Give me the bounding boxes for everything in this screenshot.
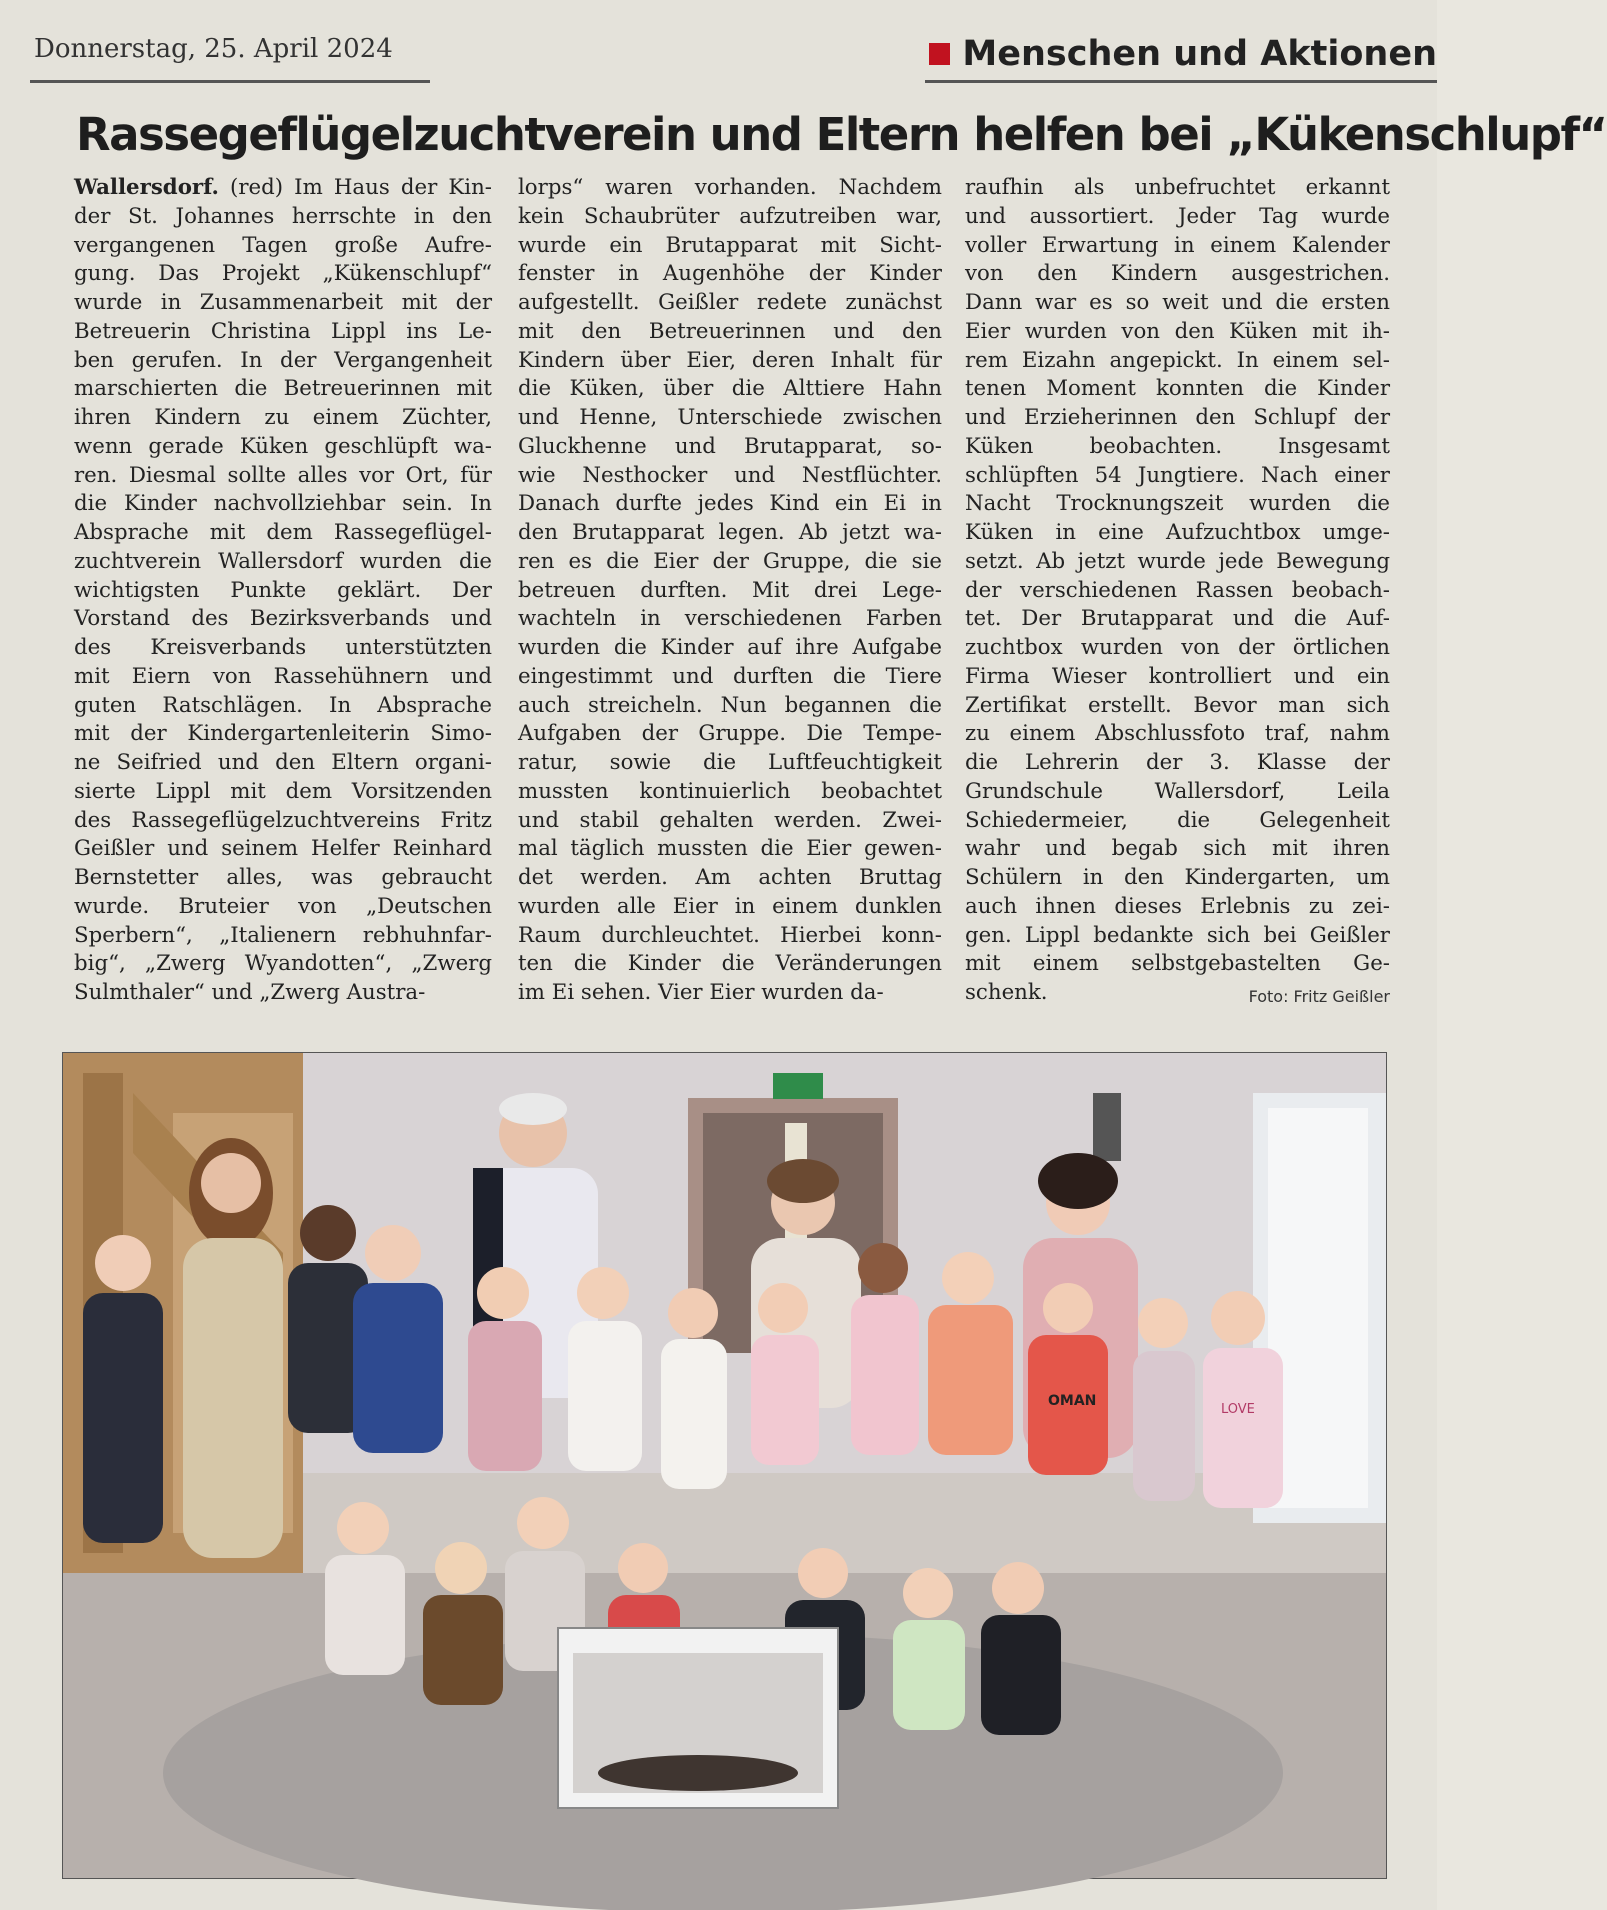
article-line: marschierten die Betreuerinnen mit [74,376,492,402]
article-line: gen. Lippl bedankte sich bei Geißler [965,922,1390,948]
article-line: Raum durchleuchtet. Hierbei konn- [518,922,942,948]
article-line: mit einem selbstgebastelten Ge- [965,951,1390,977]
article-line: voller Erwartung in einem Kalender [965,232,1390,258]
group-photo-illustration [63,1053,1386,1878]
article-line: im Ei sehen. Vier Eier wurden da- [518,980,884,1005]
article-line: mit der Kindergartenleiterin Simo- [74,721,492,747]
article-line: die Küken, über die Alttiere Hahn [518,376,942,402]
article-line: lorps“ waren vorhanden. Nachdem [518,175,942,200]
article-dateline: Wallersdorf. [74,175,219,200]
article-line: wurden die Kinder auf ihre Aufgabe [518,635,942,660]
article-line: ten die Kinder die Veränderungen [518,951,942,977]
article-line: ben gerufen. In der Vergangenheit [74,347,492,373]
article-line: aufgestellt. Geißler redete zunächst [518,290,942,315]
article-line: Küken beobachten. Insgesamt [965,433,1390,459]
article-line: mal täglich mussten die Eier gewen- [518,836,942,862]
article-line: wachteln in verschiedenen Farben [518,606,942,632]
article-line: Zertifikat erstellt. Bevor man sich [965,692,1390,718]
section-marker-icon [929,43,950,65]
article-line: ren es die Eier der Gruppe, die sie [518,548,942,574]
article-line: mit den Betreuerinnen und den [518,318,942,344]
article-line: die Kinder nachvollziehbar sein. In [74,491,492,517]
article-line: Küken in eine Aufzuchtbox umge- [965,520,1390,545]
section-title: Menschen und Aktionen [962,34,1437,74]
article-line: wurde. Bruteier von „Deutschen [74,893,492,919]
article-line: kein Schaubrüter aufzutreiben war, [518,203,942,229]
article-headline: Rassegeflügelzuchtverein und Eltern helfen bei „Kükenschlupf“ [76,108,1607,161]
article-line: wahr und begab sich mit ihren [965,836,1390,862]
article-line: gung. Das Projekt „Kükenschlupf“ [74,261,492,287]
article-line: der verschiedenen Rassen beobach- [965,577,1390,603]
article-line: Betreuerin Christina Lippl ins Le- [74,318,492,344]
article-line: wurde ein Brutapparat mit Sicht- [518,232,942,258]
article-line: die Lehrerin der 3. Klasse der [965,750,1390,775]
article-line: vergangenen Tagen große Aufre- [74,232,492,258]
article-line: raufhin als unbefruchtet erkannt [965,175,1390,200]
article-line: und Henne, Unterschiede zwischen [518,405,942,430]
article-line: mit Eiern von Rassehühnern und [74,663,492,689]
article-line: Schülern in den Kindergarten, um [965,865,1390,890]
brooder-box [558,1628,838,1808]
article-line: big“, „Zwerg Wyandotten“, „Zwerg [74,951,492,977]
article-line: Nacht Trocknungszeit wurden die [965,491,1390,517]
article-line: det werden. Am achten Bruttag [518,865,942,890]
article-line: ne Seifried und den Eltern organi- [74,750,492,775]
article-line: zu einem Abschlussfoto traf, nahm [965,721,1390,747]
article-line: und Erzieherinnen den Schlupf der [965,405,1390,430]
article-line: auch streicheln. Nun begannen die [518,692,942,718]
article-line: schenk. Foto: Fritz Geißler [965,979,1390,1008]
article-line: wenn gerade Küken geschlüpft wa- [74,433,492,459]
article-line: ren. Diesmal sollte alles vor Ort, für [74,462,492,488]
article-line: Wallersdorf. (red) Im Haus der Kin- [74,175,492,200]
section-header [925,30,1437,78]
article-line: wichtigsten Punkte geklärt. Der [74,577,492,603]
article-line: und stabil gehalten werden. Zwei- [518,807,942,833]
article-line: Grundschule Wallersdorf, Leila [965,778,1390,804]
photo-credit: Foto: Fritz Geißler [1248,987,1390,1006]
article-line: auch ihnen dieses Erlebnis zu zei- [965,893,1390,919]
article-line: Vorstand des Bezirksverbands und [74,606,492,632]
article-line: des Rassegeflügelzuchtvereins Fritz [74,807,492,833]
article-line: schlüpften 54 Jungtiere. Nach einer [965,462,1390,488]
article-line: mussten kontinuierlich beobachtet [518,778,942,804]
article-line: den Brutapparat legen. Ab jetzt wa- [518,520,942,545]
article-line: von den Kindern ausgestrichen. [965,261,1390,287]
article-line: Sulmthaler“ und „Zwerg Austra- [74,980,426,1005]
article-line: tenen Moment konnten die Kinder [965,376,1390,402]
header-rule-left [30,80,430,83]
article-column-3 [965,174,1390,1012]
article-line: tet. Der Brutapparat und die Auf- [965,606,1390,632]
article-line: zuchtbox wurden von der örtlichen [965,635,1390,660]
article-column-2 [518,174,942,1008]
article-line: Sperbern“, „Italienern rebhuhnfar- [74,922,492,948]
article-line: setzt. Ab jetzt wurde jede Bewegung [965,548,1390,574]
article-line: Aufgaben der Gruppe. Die Tempe- [518,721,942,747]
article-line: Firma Wieser kontrolliert und ein [965,663,1390,689]
group-photo [62,1052,1387,1879]
article-line: der St. Johannes herrschte in den [74,203,492,229]
article-line: zuchtverein Wallersdorf wurden die [74,548,492,574]
article-line: Geißler und seinem Helfer Reinhard [74,836,492,862]
article-line: eingestimmt und durften die Tiere [518,663,942,689]
article-line: wurden alle Eier in einem dunklen [518,893,942,919]
article-line: wurde in Zusammenarbeit mit der [74,290,492,315]
article-line: Eier wurden von den Küken mit ih- [965,318,1390,344]
issue-date: Donnerstag, 25. April 2024 [34,34,393,64]
article-line: und aussortiert. Jeder Tag wurde [965,203,1390,229]
article-line: Bernstetter alles, was gebraucht [74,865,492,890]
article-line: ratur, sowie die Luftfeuchtigkeit [518,750,942,775]
article-line: sierte Lippl mit dem Vorsitzenden [74,778,492,804]
article-line: betreuen durften. Mit drei Lege- [518,577,942,603]
article-line: Danach durfte jedes Kind ein Ei in [518,491,942,517]
article-line: guten Ratschlägen. In Absprache [74,692,492,718]
shirt-text-oman: OMAN [1048,1393,1097,1409]
article-line: ihren Kindern zu einem Züchter, [74,405,492,430]
article-line: des Kreisverbands unterstützten [74,635,492,660]
article-line: Gluckhenne und Brutapparat, so- [518,433,942,459]
shirt-text-love: LOVE [1221,1402,1255,1417]
article-column-1 [74,174,492,1008]
header-rule-right [925,80,1437,83]
article-line: Absprache mit dem Rassegeflügel- [74,520,492,545]
article-line: wie Nesthocker und Nestflüchter. [518,462,942,488]
article-line: fenster in Augenhöhe der Kinder [518,261,942,287]
article-line: Schiedermeier, die Gelegenheit [965,807,1390,833]
article-line: Dann war es so weit und die ersten [965,290,1390,315]
article-line: Kindern über Eier, deren Inhalt für [518,347,942,373]
article-line: rem Eizahn angepickt. In einem sel- [965,347,1390,373]
